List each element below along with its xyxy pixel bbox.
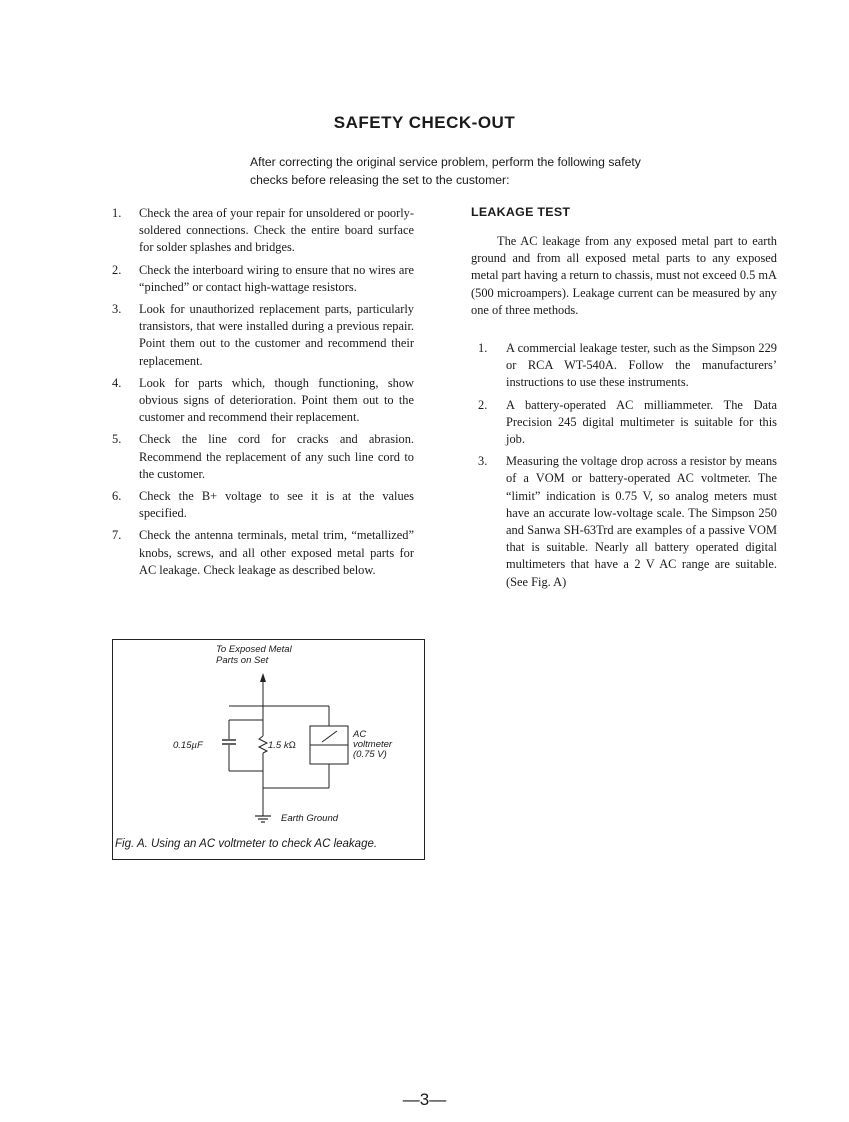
voltmeter-label-line1: AC xyxy=(353,729,367,740)
voltmeter-label-line3: (0.75 V) xyxy=(353,749,387,760)
item-text: Check the interboard wiring to ensure that no wires are “pinched” or contact high-wattage resistors. xyxy=(139,262,414,294)
method-item xyxy=(478,453,777,591)
item-number: 3. xyxy=(112,302,122,317)
item-text: Check the antenna terminals, metal trim, “metallized” knobs, screws, and all other exposed metal parts for AC leakage. Check leakage as described below. xyxy=(139,528,414,577)
leakage-paragraph: The AC leakage from any exposed metal part to earth ground and from all exposed metal parts to any exposed metal part having a return to chassis, must not exceed 0.5 mA (500 microampers). Leakage current can be measured by any one of three methods. xyxy=(471,234,777,317)
method-item xyxy=(478,397,777,449)
checklist-item xyxy=(112,488,414,522)
intro-paragraph: After correcting the original service problem, perform the following safety checks before releasing the set to the customer: xyxy=(250,155,641,187)
item-number: 4. xyxy=(112,375,122,390)
checklist-item xyxy=(112,262,414,296)
probe-label-line2: Parts on Set xyxy=(216,655,269,666)
item-number: 1. xyxy=(478,341,488,355)
probe-label-line1: To Exposed Metal xyxy=(216,644,292,655)
earth-ground-label: Earth Ground xyxy=(281,813,339,824)
checklist-item xyxy=(112,375,414,427)
voltmeter-label-line2: voltmeter xyxy=(353,739,393,750)
resistor-label: 1.5 kΩ xyxy=(268,740,296,751)
capacitor-label: 0.15µF xyxy=(173,740,203,751)
item-number: 1. xyxy=(112,206,122,220)
checklist-item xyxy=(112,205,414,257)
item-text: Look for parts which, though functioning, show obvious signs of deterioration. Point them out to the customer and recommend their replacement. xyxy=(139,375,414,425)
checklist-item xyxy=(112,431,414,483)
leakage-test-heading: LEAKAGE TEST xyxy=(471,205,571,219)
method-item xyxy=(478,340,777,392)
item-text: Measuring the voltage drop across a resistor by means of a VOM or battery-operated AC voltmeter. The “limit” indication is 0.75 V, so analog meters must have an accurate low-voltage scale. The Simpson 250 and Sanwa SH-63Trd are examples of a passive VOM that is suitable. Nearly all battery operated digital multimeters that have a 2 V AC range are suitable. (See Fig. A) xyxy=(506,454,777,589)
item-number: 2. xyxy=(478,397,488,412)
probe-arrow xyxy=(260,673,266,682)
item-number: 3. xyxy=(478,454,488,469)
page-title: SAFETY CHECK-OUT xyxy=(333,113,516,132)
checklist-item xyxy=(112,301,414,370)
checklist-item xyxy=(112,527,414,579)
page-number: —3— xyxy=(402,1090,447,1109)
leakage-methods-list xyxy=(478,340,777,596)
item-number: 5. xyxy=(112,432,122,447)
item-text: Check the area of your repair for unsoldered or poorly-soldered connections. Check the entire board surface for solder splashes and bridges. xyxy=(139,206,414,255)
safety-checklist xyxy=(112,205,414,584)
item-number: 2. xyxy=(112,262,122,277)
item-text: Check the B+ voltage to see it is at the values specified. xyxy=(139,489,414,521)
item-text: Look for unauthorized replacement parts, particularly transistors, that were installed during a previous repair. Point them out to the customer and recommend their replacement. xyxy=(139,302,414,368)
item-number: 7. xyxy=(112,528,122,543)
item-text: Check the line cord for cracks and abrasion. Recommend the replacement of any such line cord to the customer. xyxy=(139,432,414,481)
item-text: A commercial leakage tester, such as the Simpson 229 or RCA WT-540A. Follow the manufacturers’ instructions to use these instruments. xyxy=(506,341,777,390)
figure-a-box xyxy=(112,639,425,860)
item-text: A battery-operated AC milliammeter. The Data Precision 245 digital multimeter is suitable for this job. xyxy=(506,397,777,447)
voltmeter-needle xyxy=(322,731,337,742)
resistor-symbol xyxy=(259,736,267,753)
item-number: 6. xyxy=(112,489,122,504)
figure-caption: Fig. A. Using an AC voltmeter to check AC leakage. xyxy=(115,838,378,850)
